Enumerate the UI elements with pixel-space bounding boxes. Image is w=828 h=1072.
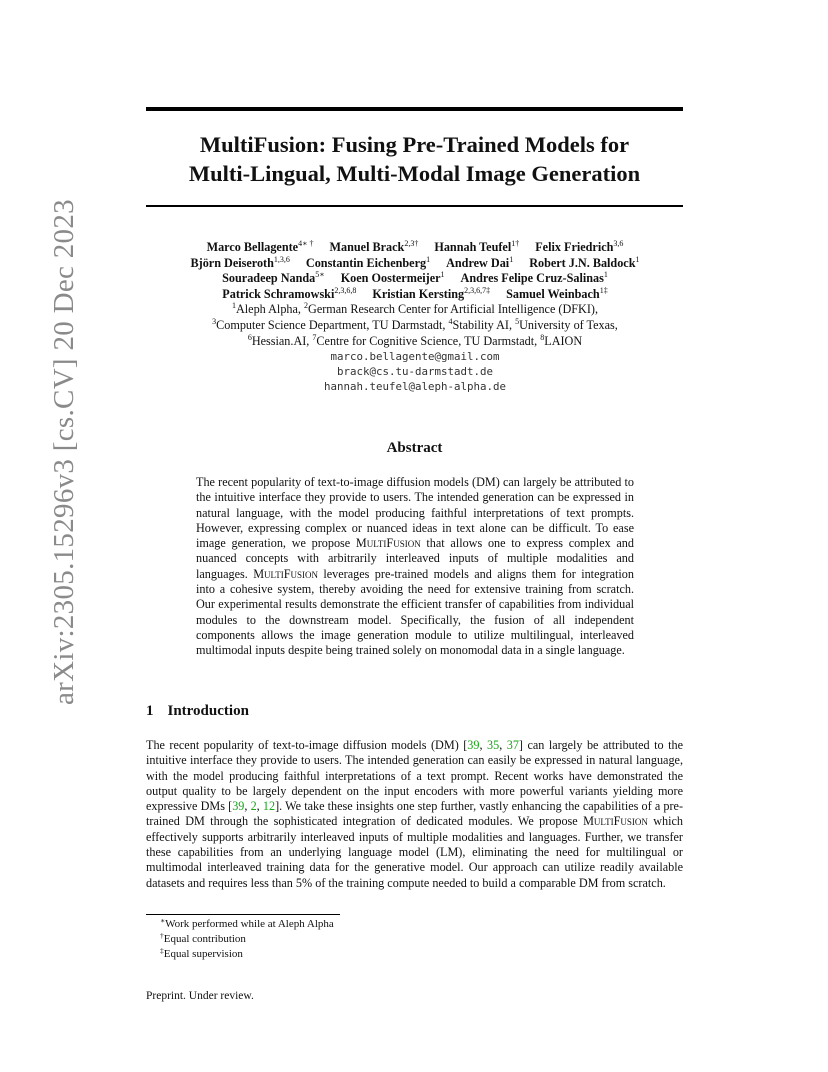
author-name: Björn Deiseroth$^{1,3,6}$ xyxy=(190,254,290,270)
affiliation-text: Computer Science Department, TU Darmstadt, xyxy=(216,317,449,332)
affiliation-text: LAION xyxy=(544,333,583,348)
footnote xyxy=(160,917,334,932)
abstract-body xyxy=(196,475,634,659)
affiliation-text: Hessian.AI, xyxy=(251,333,313,348)
text-span: that allows one to express complex and nuanced concepts with arbitrarily interleaved inputs of multiple modalities and languages. xyxy=(196,536,634,581)
author-name: Patrick Schramowski$^{2,3,6,8}$ xyxy=(222,285,357,301)
affiliation-marker: 6 xyxy=(247,332,252,342)
affiliation-marker: 4 xyxy=(448,316,453,326)
title-line: MultiFusion: Fusing Pre-Trained Models for xyxy=(199,132,630,157)
author-affiliation-marker: 1† xyxy=(511,239,520,248)
author-line xyxy=(120,287,710,303)
author-name: Constantin Eichenberg$^1$ xyxy=(305,254,431,270)
author-affiliation-marker: 2,3,6,7‡ xyxy=(464,285,491,295)
footnote-mark: ∗ xyxy=(160,916,166,925)
citation-link[interactable]: 35 xyxy=(487,738,500,752)
footnote-mark: ‡ xyxy=(160,946,164,956)
author-name: Andrew Dai$^1$ xyxy=(446,254,514,270)
email-address[interactable]: hannah.teufel@aleph-alpha.de xyxy=(323,380,506,394)
text-span: which effectively supports arbitrarily interleaved inputs of multiple modalities and languages. Further, we transfer these capabilities from an underlying language model (LM), eliminating the need for multilingual or multimodal interleaved training data for the generative model. Our approach can utilize readily available datasets and requires less than 5% of the training compute needed to build a comparable DM from scratch. xyxy=(146,814,683,890)
author-affiliation-marker: 1 xyxy=(440,270,445,280)
text-span: , xyxy=(499,738,507,752)
email-list xyxy=(120,349,710,394)
affiliation-line xyxy=(120,302,710,318)
citation-link[interactable]: 37 xyxy=(506,738,519,752)
footnote-mark: † xyxy=(160,931,164,941)
affiliation-list xyxy=(120,302,710,349)
author-affiliation-marker: 1 xyxy=(603,270,608,280)
text-span: , xyxy=(256,799,263,814)
method-name: MultiFusion xyxy=(355,536,421,551)
footnote-rule xyxy=(146,914,340,915)
text-span: leverages pre-trained models and aligns them for integration into a cohesive system, thereby avoiding the need for extensive training from scratch. Our experimental results demonstrate the efficient transfer of capabilities from individual modules to the downstream model. Specifically, the fusion of all independent components allows the image generation module to utilize multilingual, interleaved multimodal inputs despite being trained solely on monomodal data in a single language. xyxy=(196,566,634,658)
author-affiliation-marker: 2,3† xyxy=(404,239,419,248)
footnotes xyxy=(160,917,334,963)
author-affiliation-marker: 1,3,6 xyxy=(273,254,290,264)
citation-link[interactable]: 12 xyxy=(262,799,276,814)
section-number: 1 xyxy=(146,703,154,719)
title-bottom-rule xyxy=(146,205,683,207)
method-name: MultiFusion xyxy=(583,814,648,829)
affiliation-marker: 1 xyxy=(231,301,236,311)
author-name: Souradeep Nanda$^{5∗}$ xyxy=(222,270,325,286)
email-address[interactable]: brack@cs.tu-darmstadt.de xyxy=(336,365,493,379)
author-line xyxy=(120,256,710,272)
introduction-body xyxy=(146,738,683,891)
author-affiliation-marker: 4∗ † xyxy=(298,239,314,248)
author-list xyxy=(120,240,710,302)
affiliation-text: University of Texas, xyxy=(519,317,618,332)
email-address[interactable]: marco.bellagente@gmail.com xyxy=(330,350,500,364)
paper-title xyxy=(146,130,683,188)
text-span: , xyxy=(244,799,251,814)
affiliation-marker: 5 xyxy=(515,316,520,326)
author-affiliation-marker: 2,3,6,8 xyxy=(334,285,357,295)
author-name: Andres Felipe Cruz-Salinas$^1$ xyxy=(460,270,608,286)
author-name: Samuel Weinbach$^{1\ddagger}$ xyxy=(506,285,608,301)
affiliation-text: German Research Center for Artificial Intelligence (DFKI), xyxy=(308,302,599,317)
footer-note: Preprint. Under review. xyxy=(146,990,254,1002)
author-affiliation-marker: 5∗ xyxy=(315,270,325,280)
text-span: The recent popularity of text-to-image diffusion models (DM) can largely be attributed to the intuitive interface they provide to users. The intended generation can be expressed in natural language, with the model producing faithful interpretations of text prompts. However, expressing complex or nuanced ideas in text alone can be difficult. To ease image generation, we propose xyxy=(196,475,634,551)
arxiv-identifier[interactable]: arXiv:2305.15296v3 [cs.CV] 20 Dec 2023 xyxy=(48,199,80,705)
affiliation-text: Centre for Cognitive Science, TU Darmstadt, xyxy=(316,333,541,348)
affiliation-marker: 2 xyxy=(304,301,309,311)
section-heading xyxy=(146,703,249,720)
author-name: Manuel Brack$^{2,3\dagger}$ xyxy=(329,239,419,254)
method-name: MultiFusion xyxy=(253,566,318,581)
author-affiliation-marker: 1 xyxy=(426,254,431,264)
affiliation-marker: 8 xyxy=(540,332,545,342)
citation-link[interactable]: 2 xyxy=(250,799,257,814)
affiliation-marker: 7 xyxy=(312,332,317,342)
author-affiliation-marker: 1 xyxy=(509,254,514,264)
citation-link[interactable]: 39 xyxy=(467,738,480,752)
text-span: , xyxy=(479,738,488,752)
author-name: Kristian Kersting$^{2,3,6,7\ddagger}$ xyxy=(372,285,491,301)
citation-link[interactable]: 39 xyxy=(232,799,245,814)
author-name: Hannah Teufel$^{1\dagger}$ xyxy=(434,239,520,254)
affiliation-text: Aleph Alpha, xyxy=(235,302,305,317)
author-affiliation-marker: 1 xyxy=(635,254,640,264)
text-span: ]. We take these insights one step further, vastly enhancing the capabilities of a pre-trained DM through the sophisticated integration of dedicated modules. We propose xyxy=(146,799,683,829)
author-line xyxy=(120,271,710,287)
footnote-text: Work performed while at Aleph Alpha xyxy=(165,918,334,930)
author-block xyxy=(120,240,710,394)
author-line xyxy=(120,240,710,256)
author-affiliation-marker: 3,6 xyxy=(613,239,624,248)
affiliation-text: Stability AI, xyxy=(452,317,516,332)
title-top-rule xyxy=(146,107,683,111)
author-affiliation-marker: 1‡ xyxy=(599,285,608,295)
text-span: The recent popularity of text-to-image diffusion models (DM) [ xyxy=(146,738,468,752)
author-name: Felix Friedrich$^{3,6}$ xyxy=(535,239,624,254)
author-name: Koen Oostermeijer$^1$ xyxy=(340,270,445,286)
author-name: Robert J.N. Baldock$^1$ xyxy=(529,254,640,270)
footnote xyxy=(160,932,334,947)
text-span: ] can largely be attributed to the intuitive interface they provide to users. The intended generation can easily be expressed in natural language, with the model producing faithful interpretations of a text prompt. Recent works have demonstrated the output quality to be largely dependent on the input encoders with more powerful variants yielding more expressive DMs [ xyxy=(146,738,683,814)
affiliation-marker: 3 xyxy=(212,316,217,326)
title-line: Multi-Lingual, Multi-Modal Image Generation xyxy=(188,161,641,186)
author-name: Marco Bellagente$^{4∗ \dagger}$ xyxy=(206,239,314,254)
affiliation-line xyxy=(120,334,710,350)
footnote-text: Equal supervision xyxy=(163,948,243,961)
abstract-heading: Abstract xyxy=(386,440,443,456)
section-title: Introduction xyxy=(167,703,249,719)
footnote xyxy=(160,947,334,962)
affiliation-line xyxy=(120,318,710,334)
footnote-text: Equal contribution xyxy=(163,933,246,946)
